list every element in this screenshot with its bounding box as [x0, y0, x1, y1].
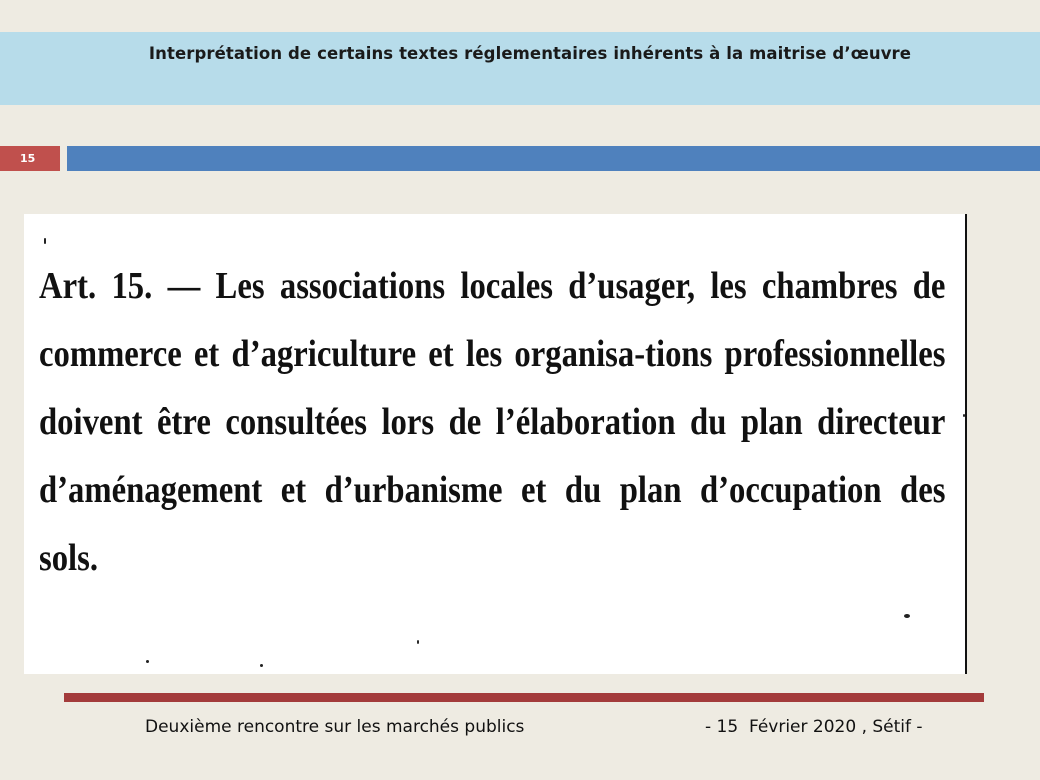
scan-speck — [44, 238, 46, 244]
slide-number: 15 — [20, 152, 36, 165]
footer-divider — [64, 693, 984, 702]
accent-bar — [67, 146, 1040, 171]
scan-speck — [146, 660, 149, 663]
slide-number-badge — [0, 146, 60, 171]
scan-speck — [260, 664, 263, 667]
scan-speck — [963, 414, 965, 417]
scan-speck — [904, 614, 910, 618]
slide-title: Interprétation de certains textes réglementaires inhérents à la maitrise d’œuvre — [148, 44, 912, 63]
footer-event-name: Deuxième rencontre sur les marchés publics — [145, 717, 525, 737]
scan-edge-line — [965, 214, 967, 674]
article-text: Art. 15. — Les associations locales d’usager, les chambres de commerce et d’agriculture et les organisa-tions professionnelles doivent être consultées lors de l’élaboration du plan directeur d’aménagement et d’urbanisme et du plan d’occupation des sols. — [39, 265, 946, 579]
header-band — [0, 32, 1040, 105]
footer-date-place: - 15 Février 2020 , Sétif - — [705, 717, 923, 737]
scanned-article-image — [24, 214, 967, 674]
scan-speck — [417, 640, 419, 644]
